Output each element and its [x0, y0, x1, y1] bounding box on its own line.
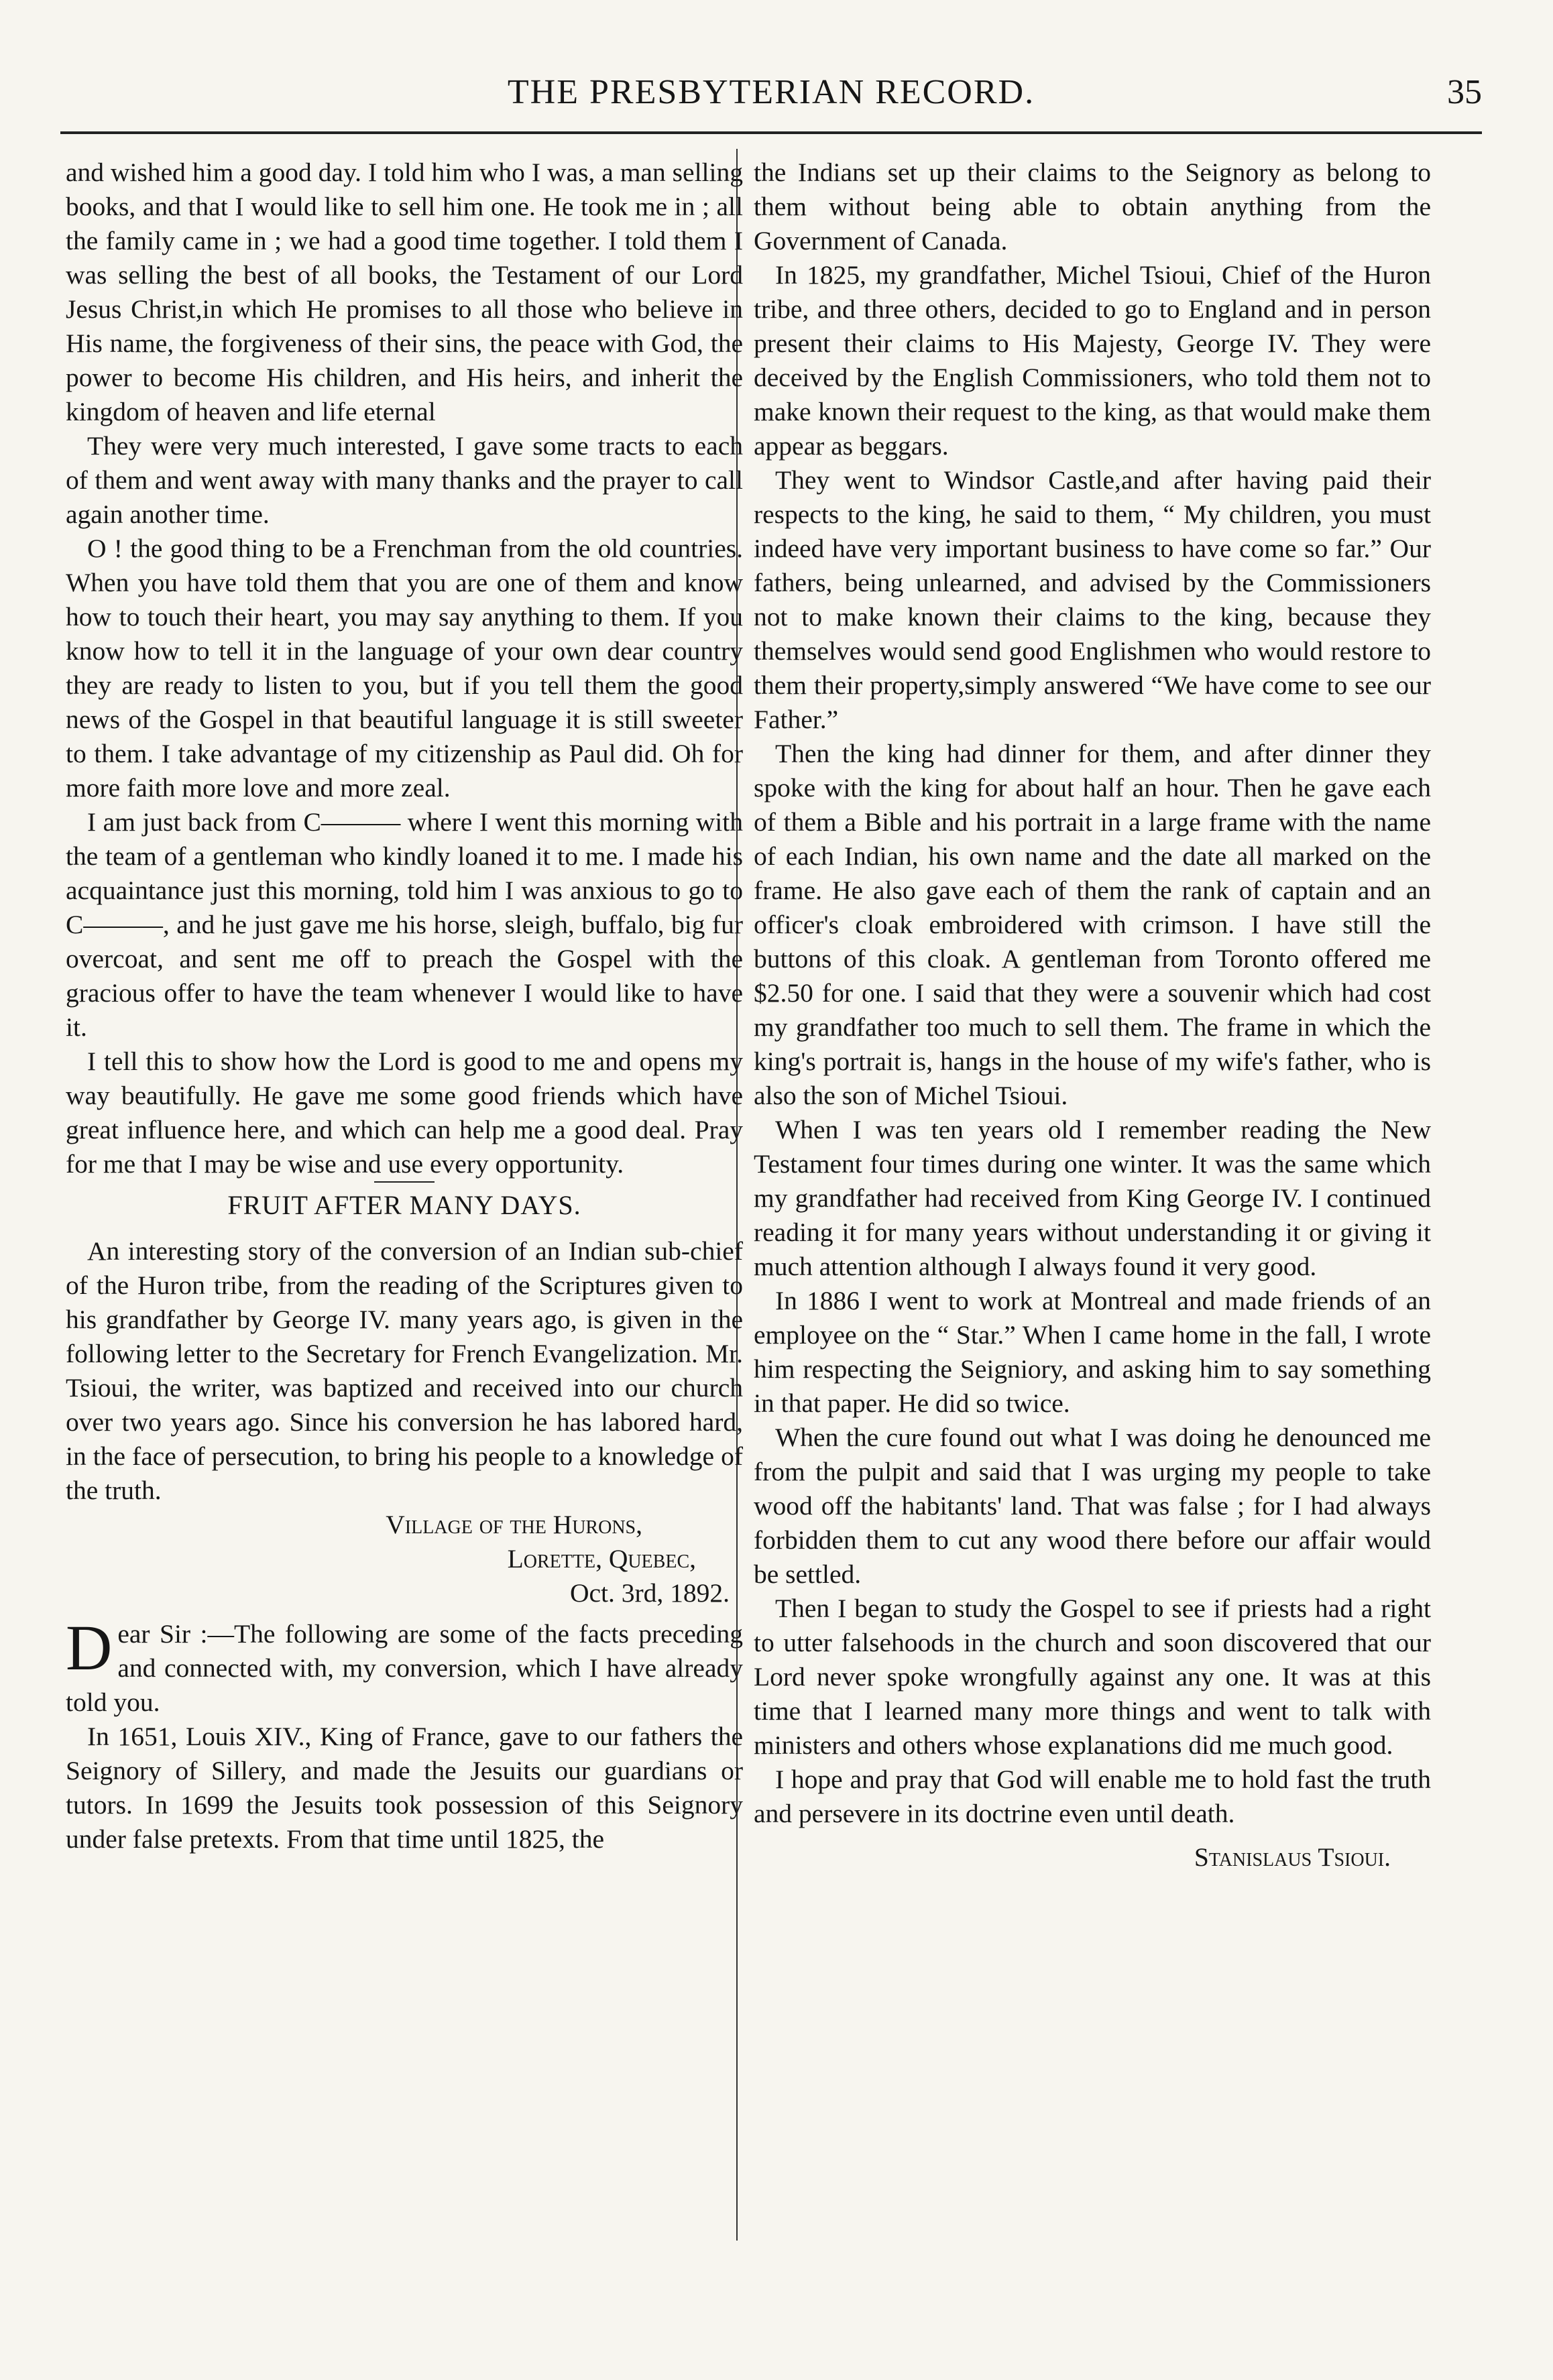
salutation-text: ear Sir :—The following are some of the facts preceding and connected with, my conversion, which I have already told you.: [66, 1619, 743, 1717]
paragraph: O ! the good thing to be a Frenchman from the old countries. When you have told them that you are one of them and know how to touch their heart, you may say anything to them. If you know how to tell it in the language of your own dear country they are ready to listen to you, but if you tell them the good news of the Gospel in that beautiful language it is still sweeter to them. I take advantage of my citizenship as Paul did. Oh for more faith more love and more zeal.: [66, 534, 743, 802]
paragraph: When the cure found out what I was doing he denounced me from the pulpit and said that I was urging my people to take wood off the habitants' land. That was false ; for I had always forbidden them to cut any wood there before our affair would be settled.: [754, 1423, 1431, 1589]
publication-title: THE PRESBYTERIAN RECORD.: [507, 73, 1035, 111]
left-column: [66, 156, 743, 1856]
paragraph: the Indians set up their claims to the Seignory as belong to them without being able to obtain anything from the Government of Canada.: [754, 158, 1431, 255]
intro-paragraph: An interesting story of the conversion of an Indian sub-chief of the Huron tribe, from the reading of the Scriptures given to his grandfather by George IV. many years ago, is given in the following letter to the Secretary for French Evangelization. Mr. Tsioui, the writer, was baptized and received into our church over two years ago. Since his conversion he has labored hard, in the face of persecution, to bring his people to a knowledge of the truth.: [66, 1236, 743, 1505]
section-title: FRUIT AFTER MANY DAYS.: [227, 1190, 581, 1220]
paragraph: They went to Windsor Castle,and after having paid their respects to the king, he said to them, “ My children, you must indeed have very important business to have come so far.” Our fathers, being unlearned, and advised by the Commissioners not to make known their claims to the king, because they themselves would send good Englishmen who would restore to them their property,simply answered “We have come to see our Father.”: [754, 465, 1431, 734]
paragraph: In 1825, my grandfather, Michel Tsioui, Chief of the Huron tribe, and three others, decided to go to England and in person present their claims to His Majesty, George IV. They were deceived by the English Commissioners, who told them not to make known their request to the king, as that would make them appear as beggars.: [754, 260, 1431, 461]
paragraph: and wished him a good day. I told him who I was, a man selling books, and that I would like to sell him one. He took me in ; all the family came in ; we had a good time together. I told them I was selling the best of all books, the Testament of our Lord Jesus Christ,in which He promises to all those who believe in His name, the forgiveness of their sins, the peace with God, the power to become His children, and His heirs, and inherit the kingdom of heaven and life eternal: [66, 158, 743, 426]
paragraph: I tell this to show how the Lord is good to me and opens my way beautifully. He gave me some good friends which have great influence here, and which can help me a good deal. Pray for me that I may be wise and use every opportunity.: [66, 1047, 743, 1179]
paragraph: In 1651, Louis XIV., King of France, gave to our fathers the Seignory of Sillery, and made the Jesuits our guardians or tutors. In 1699 the Jesuits took possession of this Seignory under false pretexts. From that time until 1825, the: [66, 1722, 743, 1854]
paragraph: I hope and pray that God will enable me to hold fast the truth and persevere in its doctrine even until death.: [754, 1765, 1431, 1828]
right-column: [754, 156, 1431, 1875]
drop-cap: D: [66, 1612, 113, 1683]
salutation: [66, 1612, 743, 1720]
paragraph: In 1886 I went to work at Montreal and made friends of an employee on the “ Star.” When I came home in the fall, I wrote him respecting the Seigniory, and asking him to say something in that paper. He did so twice.: [754, 1286, 1431, 1418]
address-line: Lorette, Quebec,: [507, 1544, 696, 1573]
signature: Stanislaus Tsioui.: [1194, 1842, 1391, 1872]
paragraph: They were very much interested, I gave some tracts to each of them and went away with many thanks and the prayer to call again another time.: [66, 431, 743, 529]
page-header: [60, 72, 1482, 119]
paragraph: Then I began to study the Gospel to see if priests had a right to utter falsehoods in the church and soon discovered that our Lord never spoke wrongfully against any one. It was at this time that I learned many more things and went to talk with ministers and others whose explanations did me much good.: [754, 1594, 1431, 1760]
section-divider: [374, 1181, 435, 1183]
header-rule: [60, 131, 1482, 134]
letter-date: Oct. 3rd, 1892.: [569, 1578, 730, 1608]
page-number: 35: [1447, 73, 1482, 111]
paragraph: I am just back from C——— where I went this morning with the team of a gentleman who kindly loaned it to me. I made his acquaintance just this morning, told him I was anxious to go to C———, and he just gave me his horse, sleigh, buffalo, big fur overcoat, and sent me off to preach the Gospel with the gracious offer to have the team whenever I would like to have it.: [66, 807, 743, 1042]
address-line: Village of the Hurons,: [386, 1510, 642, 1539]
paragraph: Then the king had dinner for them, and after dinner they spoke with the king for about half an hour. Then he gave each of them a Bible and his portrait in a large frame with the name of each Indian, his own name and the date all marked on the frame. He also gave each of them the rank of captain and an officer's cloak embroidered with crimson. I have still the buttons of this cloak. A gentleman from Toronto offered me $2.50 for one. I said that they were a souvenir which had cost my grandfather too much to sell them. The frame in which the king's portrait is, hangs in the house of my wife's father, who is also the son of Michel Tsioui.: [754, 739, 1431, 1110]
paragraph: When I was ten years old I remember reading the New Testament four times during one winter. It was the same which my grandfather had received from King George IV. I continued reading it for many years without understanding it or giving it much attention although I always found it very good.: [754, 1115, 1431, 1281]
